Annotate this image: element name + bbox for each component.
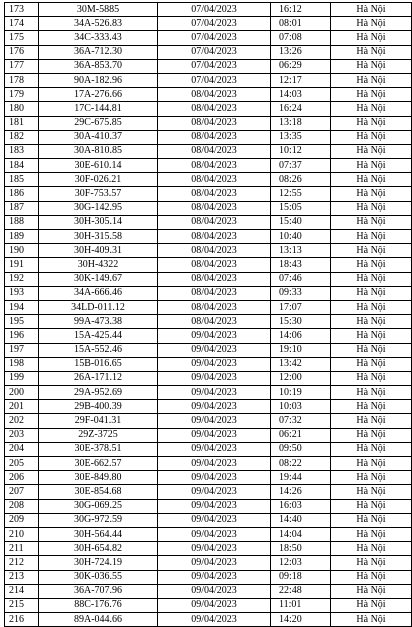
violation-date: 09/04/2023 bbox=[158, 485, 271, 499]
table-row bbox=[5, 513, 412, 527]
violation-date: 09/04/2023 bbox=[158, 499, 271, 513]
license-plate: 30G-142.95 bbox=[39, 201, 158, 215]
table-row bbox=[5, 428, 412, 442]
violation-date: 09/04/2023 bbox=[158, 556, 271, 570]
violation-date: 08/04/2023 bbox=[158, 258, 271, 272]
table-row bbox=[5, 258, 412, 272]
violation-date: 09/04/2023 bbox=[158, 527, 271, 541]
violation-time: 16:03 bbox=[271, 499, 331, 513]
table-row bbox=[5, 414, 412, 428]
table-row bbox=[5, 73, 412, 87]
violation-location: Hà Nội bbox=[331, 116, 412, 130]
license-plate: 30F-753.57 bbox=[39, 187, 158, 201]
license-plate: 30E-849.80 bbox=[39, 471, 158, 485]
violation-date: 09/04/2023 bbox=[158, 584, 271, 598]
row-number: 211 bbox=[5, 542, 39, 556]
table-row bbox=[5, 471, 412, 485]
violation-time: 06:21 bbox=[271, 428, 331, 442]
violation-time: 16:12 bbox=[271, 3, 331, 17]
license-plate: 30F-026.21 bbox=[39, 173, 158, 187]
table-row bbox=[5, 230, 412, 244]
violation-time: 07:46 bbox=[271, 272, 331, 286]
violation-date: 08/04/2023 bbox=[158, 187, 271, 201]
row-number: 193 bbox=[5, 286, 39, 300]
license-plate: 29A-952.69 bbox=[39, 386, 158, 400]
violation-time: 17:07 bbox=[271, 300, 331, 314]
violation-date: 09/04/2023 bbox=[158, 428, 271, 442]
violation-date: 09/04/2023 bbox=[158, 442, 271, 456]
row-number: 184 bbox=[5, 159, 39, 173]
violation-time: 13:18 bbox=[271, 116, 331, 130]
violation-time: 07:08 bbox=[271, 31, 331, 45]
violation-date: 09/04/2023 bbox=[158, 513, 271, 527]
license-plate: 30A-410.37 bbox=[39, 130, 158, 144]
table-row bbox=[5, 201, 412, 215]
license-plate: 29Z-3725 bbox=[39, 428, 158, 442]
table-row bbox=[5, 357, 412, 371]
violation-time: 13:26 bbox=[271, 45, 331, 59]
violation-location: Hà Nội bbox=[331, 513, 412, 527]
violation-location: Hà Nội bbox=[331, 343, 412, 357]
violation-location: Hà Nội bbox=[331, 230, 412, 244]
row-number: 175 bbox=[5, 31, 39, 45]
violation-location: Hà Nội bbox=[331, 31, 412, 45]
license-plate: 15A-552.46 bbox=[39, 343, 158, 357]
violation-location: Hà Nội bbox=[331, 556, 412, 570]
violation-location: Hà Nội bbox=[331, 144, 412, 158]
violation-date: 08/04/2023 bbox=[158, 300, 271, 314]
violation-location: Hà Nội bbox=[331, 45, 412, 59]
row-number: 188 bbox=[5, 215, 39, 229]
violation-time: 13:42 bbox=[271, 357, 331, 371]
license-plate: 30H-305.14 bbox=[39, 215, 158, 229]
violation-date: 09/04/2023 bbox=[158, 598, 271, 612]
license-plate: 36A-707.96 bbox=[39, 584, 158, 598]
violation-date: 09/04/2023 bbox=[158, 542, 271, 556]
table-row bbox=[5, 329, 412, 343]
license-plate: 88C-176.76 bbox=[39, 598, 158, 612]
table-row bbox=[5, 88, 412, 102]
violation-location: Hà Nội bbox=[331, 17, 412, 31]
violation-time: 15:40 bbox=[271, 215, 331, 229]
row-number: 200 bbox=[5, 386, 39, 400]
row-number: 174 bbox=[5, 17, 39, 31]
violation-date: 08/04/2023 bbox=[158, 230, 271, 244]
violation-location: Hà Nội bbox=[331, 329, 412, 343]
violation-location: Hà Nội bbox=[331, 400, 412, 414]
violation-time: 10:19 bbox=[271, 386, 331, 400]
violation-date: 07/04/2023 bbox=[158, 59, 271, 73]
violation-date: 08/04/2023 bbox=[158, 116, 271, 130]
violation-time: 12:55 bbox=[271, 187, 331, 201]
table-row bbox=[5, 59, 412, 73]
violation-location: Hà Nội bbox=[331, 3, 412, 17]
license-plate: 34LD-011.12 bbox=[39, 300, 158, 314]
row-number: 177 bbox=[5, 59, 39, 73]
violation-location: Hà Nội bbox=[331, 570, 412, 584]
row-number: 195 bbox=[5, 315, 39, 329]
row-number: 205 bbox=[5, 457, 39, 471]
row-number: 206 bbox=[5, 471, 39, 485]
violation-location: Hà Nội bbox=[331, 272, 412, 286]
violation-time: 08:26 bbox=[271, 173, 331, 187]
row-number: 202 bbox=[5, 414, 39, 428]
violation-location: Hà Nội bbox=[331, 485, 412, 499]
row-number: 204 bbox=[5, 442, 39, 456]
license-plate: 30H-4322 bbox=[39, 258, 158, 272]
violation-time: 12:03 bbox=[271, 556, 331, 570]
violation-date: 08/04/2023 bbox=[158, 286, 271, 300]
row-number: 194 bbox=[5, 300, 39, 314]
violation-date: 09/04/2023 bbox=[158, 457, 271, 471]
license-plate: 34A-526.83 bbox=[39, 17, 158, 31]
table-row bbox=[5, 272, 412, 286]
violation-location: Hà Nội bbox=[331, 584, 412, 598]
violation-location: Hà Nội bbox=[331, 414, 412, 428]
license-plate: 29B-400.39 bbox=[39, 400, 158, 414]
violation-date: 08/04/2023 bbox=[158, 201, 271, 215]
row-number: 199 bbox=[5, 371, 39, 385]
license-plate: 36A-853.70 bbox=[39, 59, 158, 73]
table-row bbox=[5, 45, 412, 59]
violation-location: Hà Nội bbox=[331, 201, 412, 215]
license-plate: 30E-662.57 bbox=[39, 457, 158, 471]
table-row bbox=[5, 485, 412, 499]
violation-time: 13:13 bbox=[271, 244, 331, 258]
license-plate: 34C-333.43 bbox=[39, 31, 158, 45]
violation-date: 08/04/2023 bbox=[158, 173, 271, 187]
table-body bbox=[5, 3, 412, 627]
violation-time: 14:06 bbox=[271, 329, 331, 343]
license-plate: 15A-425.44 bbox=[39, 329, 158, 343]
row-number: 189 bbox=[5, 230, 39, 244]
table-row bbox=[5, 159, 412, 173]
row-number: 201 bbox=[5, 400, 39, 414]
license-plate: 30A-810.85 bbox=[39, 144, 158, 158]
violation-time: 09:33 bbox=[271, 286, 331, 300]
table-row bbox=[5, 570, 412, 584]
row-number: 214 bbox=[5, 584, 39, 598]
violation-time: 19:10 bbox=[271, 343, 331, 357]
table-row bbox=[5, 527, 412, 541]
violation-location: Hà Nội bbox=[331, 598, 412, 612]
row-number: 180 bbox=[5, 102, 39, 116]
license-plate: 15B-016.65 bbox=[39, 357, 158, 371]
table-row bbox=[5, 542, 412, 556]
violation-time: 06:29 bbox=[271, 59, 331, 73]
row-number: 215 bbox=[5, 598, 39, 612]
table-row bbox=[5, 300, 412, 314]
violation-location: Hà Nội bbox=[331, 173, 412, 187]
row-number: 216 bbox=[5, 613, 39, 627]
license-plate: 36A-712.30 bbox=[39, 45, 158, 59]
table-row bbox=[5, 499, 412, 513]
row-number: 207 bbox=[5, 485, 39, 499]
row-number: 182 bbox=[5, 130, 39, 144]
table-row bbox=[5, 31, 412, 45]
violation-time: 14:26 bbox=[271, 485, 331, 499]
violation-time: 18:50 bbox=[271, 542, 331, 556]
violation-location: Hà Nội bbox=[331, 527, 412, 541]
table-row bbox=[5, 244, 412, 258]
violation-date: 07/04/2023 bbox=[158, 17, 271, 31]
table-row bbox=[5, 386, 412, 400]
license-plate: 30E-378.51 bbox=[39, 442, 158, 456]
violation-time: 10:40 bbox=[271, 230, 331, 244]
row-number: 197 bbox=[5, 343, 39, 357]
violation-location: Hà Nội bbox=[331, 286, 412, 300]
row-number: 191 bbox=[5, 258, 39, 272]
table-row bbox=[5, 173, 412, 187]
row-number: 185 bbox=[5, 173, 39, 187]
violation-date: 08/04/2023 bbox=[158, 144, 271, 158]
violation-date: 08/04/2023 bbox=[158, 159, 271, 173]
violation-location: Hà Nội bbox=[331, 187, 412, 201]
violation-time: 18:43 bbox=[271, 258, 331, 272]
violation-date: 08/04/2023 bbox=[158, 130, 271, 144]
violation-location: Hà Nội bbox=[331, 613, 412, 627]
table-row bbox=[5, 343, 412, 357]
table-row bbox=[5, 17, 412, 31]
license-plate: 90A-182.96 bbox=[39, 73, 158, 87]
violation-time: 12:17 bbox=[271, 73, 331, 87]
violation-location: Hà Nội bbox=[331, 371, 412, 385]
license-plate: 30E-610.14 bbox=[39, 159, 158, 173]
table-row bbox=[5, 215, 412, 229]
row-number: 198 bbox=[5, 357, 39, 371]
violation-date: 09/04/2023 bbox=[158, 471, 271, 485]
violation-time: 07:32 bbox=[271, 414, 331, 428]
row-number: 186 bbox=[5, 187, 39, 201]
license-plate: 30H-564.44 bbox=[39, 527, 158, 541]
violation-location: Hà Nội bbox=[331, 215, 412, 229]
violation-date: 08/04/2023 bbox=[158, 88, 271, 102]
violation-date: 09/04/2023 bbox=[158, 357, 271, 371]
row-number: 196 bbox=[5, 329, 39, 343]
violation-date: 09/04/2023 bbox=[158, 570, 271, 584]
row-number: 176 bbox=[5, 45, 39, 59]
violation-date: 09/04/2023 bbox=[158, 343, 271, 357]
violation-time: 08:01 bbox=[271, 17, 331, 31]
row-number: 179 bbox=[5, 88, 39, 102]
violation-location: Hà Nội bbox=[331, 102, 412, 116]
violation-date: 09/04/2023 bbox=[158, 371, 271, 385]
violation-location: Hà Nội bbox=[331, 471, 412, 485]
row-number: 181 bbox=[5, 116, 39, 130]
violation-time: 16:24 bbox=[271, 102, 331, 116]
violation-time: 08:22 bbox=[271, 457, 331, 471]
table-row bbox=[5, 584, 412, 598]
violation-time: 14:20 bbox=[271, 613, 331, 627]
violation-location: Hà Nội bbox=[331, 315, 412, 329]
violation-date: 08/04/2023 bbox=[158, 272, 271, 286]
license-plate: 89A-044.66 bbox=[39, 613, 158, 627]
violation-date: 09/04/2023 bbox=[158, 414, 271, 428]
table-row bbox=[5, 187, 412, 201]
violation-time: 15:05 bbox=[271, 201, 331, 215]
row-number: 173 bbox=[5, 3, 39, 17]
violation-time: 15:30 bbox=[271, 315, 331, 329]
violation-location: Hà Nội bbox=[331, 88, 412, 102]
license-plate: 34A-666.46 bbox=[39, 286, 158, 300]
row-number: 213 bbox=[5, 570, 39, 584]
license-plate: 30G-069.25 bbox=[39, 499, 158, 513]
row-number: 209 bbox=[5, 513, 39, 527]
violation-date: 08/04/2023 bbox=[158, 102, 271, 116]
violation-table bbox=[4, 2, 412, 627]
table-row bbox=[5, 144, 412, 158]
violation-table-container bbox=[4, 2, 412, 627]
table-row bbox=[5, 371, 412, 385]
violation-location: Hà Nội bbox=[331, 428, 412, 442]
violation-time: 14:40 bbox=[271, 513, 331, 527]
table-row bbox=[5, 116, 412, 130]
violation-time: 19:44 bbox=[271, 471, 331, 485]
license-plate: 30E-854.68 bbox=[39, 485, 158, 499]
violation-location: Hà Nội bbox=[331, 130, 412, 144]
row-number: 212 bbox=[5, 556, 39, 570]
violation-time: 10:12 bbox=[271, 144, 331, 158]
row-number: 210 bbox=[5, 527, 39, 541]
violation-date: 07/04/2023 bbox=[158, 31, 271, 45]
license-plate: 99A-473.38 bbox=[39, 315, 158, 329]
table-row bbox=[5, 130, 412, 144]
violation-location: Hà Nội bbox=[331, 457, 412, 471]
violation-time: 10:03 bbox=[271, 400, 331, 414]
violation-date: 07/04/2023 bbox=[158, 45, 271, 59]
violation-date: 07/04/2023 bbox=[158, 3, 271, 17]
row-number: 203 bbox=[5, 428, 39, 442]
license-plate: 29C-675.85 bbox=[39, 116, 158, 130]
violation-date: 09/04/2023 bbox=[158, 400, 271, 414]
violation-time: 09:50 bbox=[271, 442, 331, 456]
license-plate: 30K-036.55 bbox=[39, 570, 158, 584]
table-row bbox=[5, 3, 412, 17]
license-plate: 30H-315.58 bbox=[39, 230, 158, 244]
violation-date: 08/04/2023 bbox=[158, 244, 271, 258]
license-plate: 30K-149.67 bbox=[39, 272, 158, 286]
violation-location: Hà Nội bbox=[331, 159, 412, 173]
violation-location: Hà Nội bbox=[331, 73, 412, 87]
violation-time: 22:48 bbox=[271, 584, 331, 598]
row-number: 183 bbox=[5, 144, 39, 158]
table-row bbox=[5, 442, 412, 456]
table-row bbox=[5, 102, 412, 116]
violation-location: Hà Nội bbox=[331, 244, 412, 258]
violation-location: Hà Nội bbox=[331, 386, 412, 400]
violation-time: 14:03 bbox=[271, 88, 331, 102]
violation-date: 09/04/2023 bbox=[158, 613, 271, 627]
license-plate: 30H-654.82 bbox=[39, 542, 158, 556]
table-row bbox=[5, 457, 412, 471]
violation-location: Hà Nội bbox=[331, 300, 412, 314]
license-plate: 30H-724.19 bbox=[39, 556, 158, 570]
license-plate: 26A-171.12 bbox=[39, 371, 158, 385]
violation-date: 08/04/2023 bbox=[158, 215, 271, 229]
violation-location: Hà Nội bbox=[331, 499, 412, 513]
table-row bbox=[5, 400, 412, 414]
row-number: 192 bbox=[5, 272, 39, 286]
violation-date: 09/04/2023 bbox=[158, 329, 271, 343]
license-plate: 30G-972.59 bbox=[39, 513, 158, 527]
row-number: 187 bbox=[5, 201, 39, 215]
violation-time: 07:37 bbox=[271, 159, 331, 173]
violation-location: Hà Nội bbox=[331, 357, 412, 371]
license-plate: 17C-144.81 bbox=[39, 102, 158, 116]
license-plate: 30M-5885 bbox=[39, 3, 158, 17]
license-plate: 29F-041.31 bbox=[39, 414, 158, 428]
violation-date: 08/04/2023 bbox=[158, 315, 271, 329]
violation-time: 13:35 bbox=[271, 130, 331, 144]
violation-location: Hà Nội bbox=[331, 442, 412, 456]
violation-location: Hà Nội bbox=[331, 59, 412, 73]
license-plate: 17A-276.66 bbox=[39, 88, 158, 102]
row-number: 178 bbox=[5, 73, 39, 87]
violation-time: 09:18 bbox=[271, 570, 331, 584]
violation-time: 12:00 bbox=[271, 371, 331, 385]
violation-time: 11:01 bbox=[271, 598, 331, 612]
row-number: 208 bbox=[5, 499, 39, 513]
violation-date: 07/04/2023 bbox=[158, 73, 271, 87]
table-row bbox=[5, 598, 412, 612]
table-row bbox=[5, 315, 412, 329]
table-row bbox=[5, 556, 412, 570]
violation-location: Hà Nội bbox=[331, 258, 412, 272]
violation-time: 14:04 bbox=[271, 527, 331, 541]
table-row bbox=[5, 286, 412, 300]
violation-date: 09/04/2023 bbox=[158, 386, 271, 400]
row-number: 190 bbox=[5, 244, 39, 258]
license-plate: 30H-409.31 bbox=[39, 244, 158, 258]
violation-location: Hà Nội bbox=[331, 542, 412, 556]
